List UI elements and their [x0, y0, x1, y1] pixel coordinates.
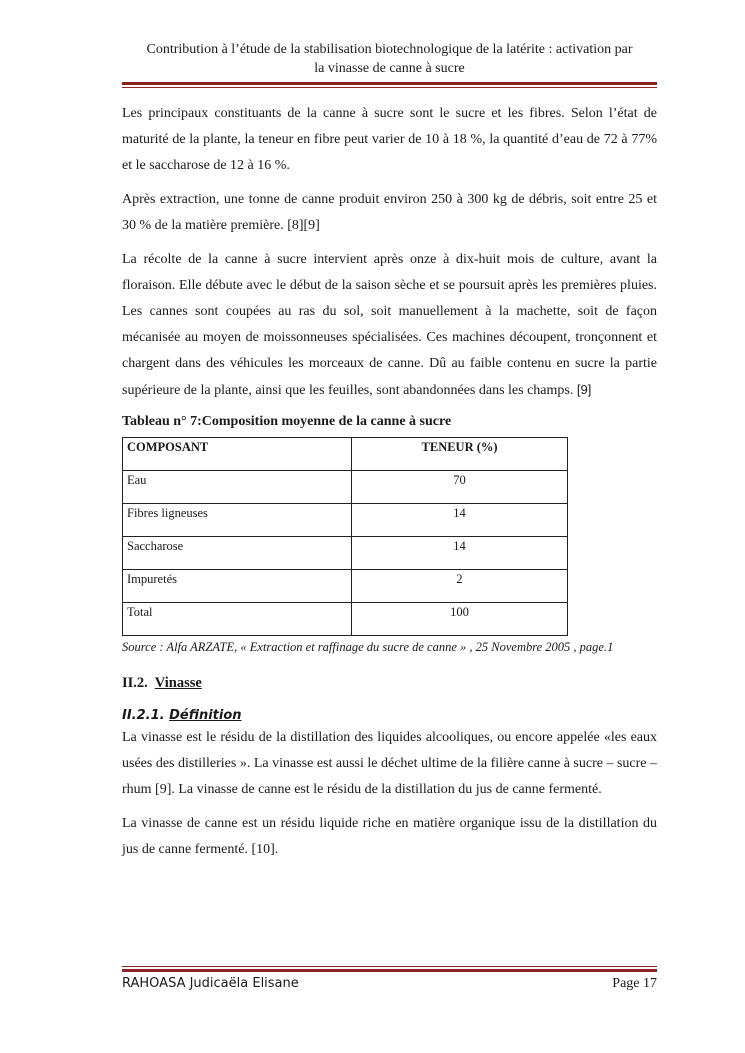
composition-table [122, 437, 568, 636]
subsection-heading [122, 707, 657, 725]
subsection-title: Définition [169, 708, 242, 723]
paragraph-harvest-text: La récolte de la canne à sucre intervient après onze à dix-huit mois de culture, avant la floraison. Elle débute avec le début de la saison sèche et se poursuit après les premières pluies. Les cannes sont coupées au ras du sol, soit manuellement à la machette, soit de façon mécanisée au moyen de moissonneuses spécialisées. Ces machines découpent, tronçonnent et chargent dans des véhicules les morceaux de canne. Dû au faible contenu en sucre la partie supérieure de la plante, ainsi que les feuilles, sont abandonnées dans les champs. [122, 252, 657, 398]
table-header-row [123, 438, 568, 471]
column-header-teneur: TENEUR (%) [352, 438, 568, 471]
cell-composant: Fibres ligneuses [123, 504, 352, 537]
paragraph-harvest [122, 247, 657, 404]
table-row [123, 570, 568, 603]
page-number: Page 17 [612, 976, 657, 991]
table-source: Source : Alfa ARZATE, « Extraction et raffinage du sucre de canne » , 25 Novembre 2005 , page.1 [122, 640, 614, 654]
cell-composant: Saccharose [123, 537, 352, 570]
header-line-1: Contribution à l’étude de la stabilisation biotechnologique de la latérite : activation par [146, 42, 633, 57]
paragraph-constituents: Les principaux constituants de la canne à sucre sont le sucre et les fibres. Selon l’état de maturité de la plante, la teneur en fibre peut varier de 10 à 18 %, la quantité d’eau de 72 à 77% et le saccharose de 12 à 16 %. [122, 106, 657, 173]
header-rule-thin [122, 87, 657, 88]
table-row [123, 603, 568, 636]
section-title: Vinasse [154, 675, 202, 691]
header-rule-thick [122, 82, 657, 85]
page-body [122, 101, 657, 871]
paragraph-definition-2: La vinasse de canne est un résidu liquide riche en matière organique issu de la distillation du jus de canne fermenté. [10]. [122, 816, 657, 857]
section-heading [122, 673, 657, 693]
cell-composant: Total [123, 603, 352, 636]
cell-teneur: 14 [352, 504, 568, 537]
subsection-number: II.2.1. [122, 708, 165, 723]
footer-rule-thin [122, 966, 657, 967]
footer-author: RAHOASA Judicaëla Elisane [122, 976, 299, 991]
paragraph-definition: La vinasse est le résidu de la distillation des liquides alcooliques, ou encore appelée «les eaux usées des distilleries ». La vinasse est aussi le déchet ultime de la filière canne à sucre – sucre – rhum [9]. La vinasse de canne est le résidu de la distillation du jus de canne fermenté. [122, 730, 657, 797]
citation-ref: [9] [576, 382, 592, 397]
page-header [122, 40, 657, 78]
table-row [123, 504, 568, 537]
cell-teneur: 70 [352, 471, 568, 504]
cell-teneur: 100 [352, 603, 568, 636]
footer-rule-thick [122, 969, 657, 972]
cell-teneur: 2 [352, 570, 568, 603]
cell-composant: Impuretés [123, 570, 352, 603]
table-row [123, 537, 568, 570]
paragraph-extraction: Après extraction, une tonne de canne produit environ 250 à 300 kg de débris, soit entre 25 et 30 % de la matière première. [8][9] [122, 192, 657, 233]
header-line-2: la vinasse de canne à sucre [314, 61, 465, 76]
column-header-composant: COMPOSANT [123, 438, 352, 471]
table-caption: Tableau n° 7:Composition moyenne de la canne à sucre [122, 414, 452, 429]
cell-teneur: 14 [352, 537, 568, 570]
cell-composant: Eau [123, 471, 352, 504]
table-row [123, 471, 568, 504]
section-number: II.2. [122, 675, 148, 691]
